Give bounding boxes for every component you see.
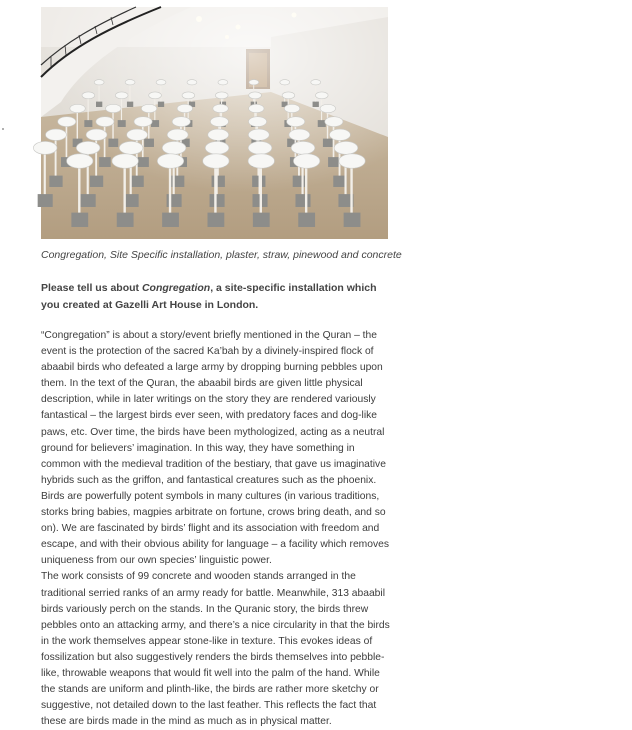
interview-answer	[41, 328, 391, 730]
question-suffix: , a site-specific installation which you created at Gazelli Art House in London.	[41, 282, 377, 311]
installation-photo	[41, 7, 388, 239]
question-work-title: Congregation	[141, 282, 211, 294]
interview-question	[41, 280, 391, 314]
question-prefix: Please tell us about	[41, 282, 142, 294]
answer-paragraph-2: The work consists of 99 concrete and wooden stands arranged in the traditional serried ranks of an army ready for battle. Meanwhile, 313 abaabil birds variously perch on the stands. In the Quranic story, the birds threw pebbles onto an attacking army, and there’s a nice circularity in that the birds in the work themselves appear stone-like in texture. This evokes ideas of fossilization but also suggestively renders the birds themselves into pebble-like, throwable weapons that would fit well into the palm of the hand. While the stands are uniform and plinth-like, the birds are rather more sketchy or suggestive, not detailed down to the last feather. This reflects the fact that these are birds made in the mind as much as in physical matter.	[41, 571, 390, 728]
image-caption: Congregation, Site Specific installation, plaster, straw, pinewood and concrete	[41, 249, 402, 261]
stray-mark	[2, 128, 4, 130]
answer-paragraph-1: “Congregation” is about a story/event briefly mentioned in the Quran – the event is the protection of the sacred Ka’bah by a divinely-inspired flock of abaabil birds who defeated a large army by dropping burning pebbles upon them. In the text of the Quran, the abaabil birds are given little physical description, while in later writings on the story they are rendered variously fantastical – the largest birds ever seen, with predatory faces and dog-like paws, etc. Over time, the birds have been mythologized, acting as a neutral ground for believers’ imagination. In this way, they have something in common with the medieval tradition of the bestiary, that gave us imaginative hybrids such as the griffon, and fantastical creatures such as the phoenix. Birds are powerfully potent symbols in many cultures (in various traditions, storks bring babies, magpies arbitrate on fortune, crows bring death, and so on). We are fascinated by birds’ flight and its association with freedom and escape, and with their obvious ability for language – a facility which removes uniqueness from our own species’ linguistic power.	[41, 330, 389, 567]
